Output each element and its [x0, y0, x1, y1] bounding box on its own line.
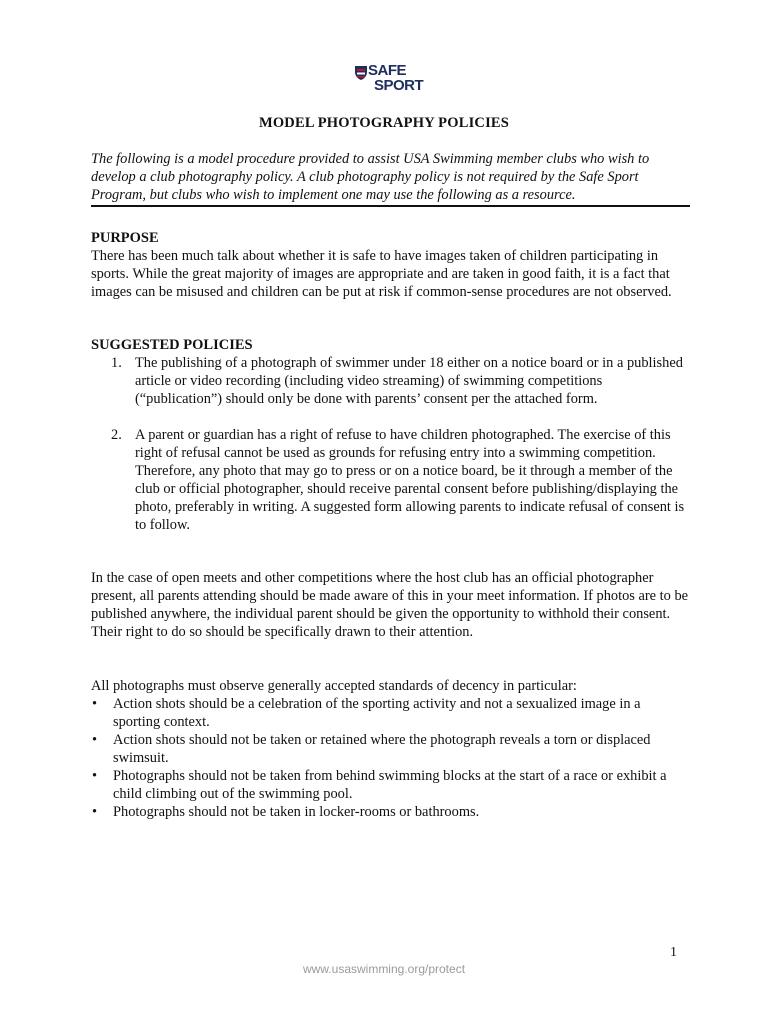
list-item	[91, 767, 691, 803]
footer-url[interactable]: www.usaswimming.org/protect	[302, 962, 466, 976]
list-item-number: 2.	[111, 427, 122, 443]
bullet-icon: •	[92, 768, 98, 784]
intro-paragraph: The following is a model procedure provided to assist USA Swimming member clubs who wish to develop a club photography policy. A club photography policy is not required by the Safe Sport Program, but clubs who wish to implement one may use the following as a resource.	[91, 151, 650, 203]
policies-heading: SUGGESTED POLICIES	[91, 337, 253, 353]
open-meets-text: In the case of open meets and other competitions where the host club has an official photographer present, all parents attending should be made aware of this in your meet information. If photos are to be published anywhere, the individual parent should be given the opportunity to withhold their consent. Their right to do so should be specifically drawn to their attention.	[91, 570, 689, 640]
decency-section	[91, 677, 691, 821]
page-number: 1	[670, 945, 677, 960]
list-item-text: A parent or guardian has a right of refuse to have children photographed. The exercise of this right of refusal cannot be used as grounds for refusing entry into a swimming competition. Therefore, any photo that may go to press or on a notice board, be it through a member of the club or official photographer, should receive parental consent before publishing/displaying the photo, preferably in writing. A suggested form allowing parents to indicate refusal of consent is to follow.	[135, 427, 685, 533]
list-item	[91, 354, 691, 408]
list-item-number: 1.	[111, 355, 122, 371]
purpose-heading: PURPOSE	[91, 230, 159, 246]
list-item	[91, 426, 691, 534]
decency-lead: All photographs must observe generally accepted standards of decency in particular:	[91, 678, 577, 694]
horizontal-rule	[91, 205, 690, 207]
logo-line-1: SAFE	[368, 62, 407, 79]
open-meets-section	[91, 569, 691, 641]
bullet-icon: •	[92, 732, 98, 748]
policies-list	[91, 354, 691, 534]
list-item-text: Photographs should not be taken from behind swimming blocks at the start of a race or exhibit a child climbing out of the swimming pool.	[113, 768, 667, 802]
list-item	[91, 731, 691, 767]
shield-icon	[354, 65, 368, 81]
list-item-text: Action shots should be a celebration of the sporting activity and not a sexualized image in a sporting context.	[113, 696, 641, 730]
list-item-text: Action shots should not be taken or retained where the photograph reveals a torn or displaced swimsuit.	[113, 732, 651, 766]
logo-wordmark	[368, 63, 423, 93]
logo-line-2: SPORT	[374, 77, 424, 94]
decency-list	[91, 695, 691, 821]
bullet-icon: •	[92, 804, 98, 820]
list-item	[91, 803, 691, 821]
purpose-section	[91, 229, 691, 301]
document-title: MODEL PHOTOGRAPHY POLICIES	[258, 115, 510, 131]
policies-section	[91, 336, 691, 534]
bullet-icon: •	[92, 696, 98, 712]
purpose-text: There has been much talk about whether it is safe to have images taken of children participating in sports. While the great majority of images are appropriate and are taken in good faith, it is a fact that images can be misused and children can be put at risk if common-sense procedures are not observed.	[91, 248, 672, 300]
list-item-text: The publishing of a photograph of swimmer under 18 either on a notice board or in a published article or video recording (including video streaming) of swimming competitions (“publication”) should only be done with parents’ consent per the attached form.	[135, 355, 683, 407]
safe-sport-logo	[354, 62, 424, 97]
list-item	[91, 695, 691, 731]
list-item-text: Photographs should not be taken in locker-rooms or bathrooms.	[113, 804, 480, 820]
